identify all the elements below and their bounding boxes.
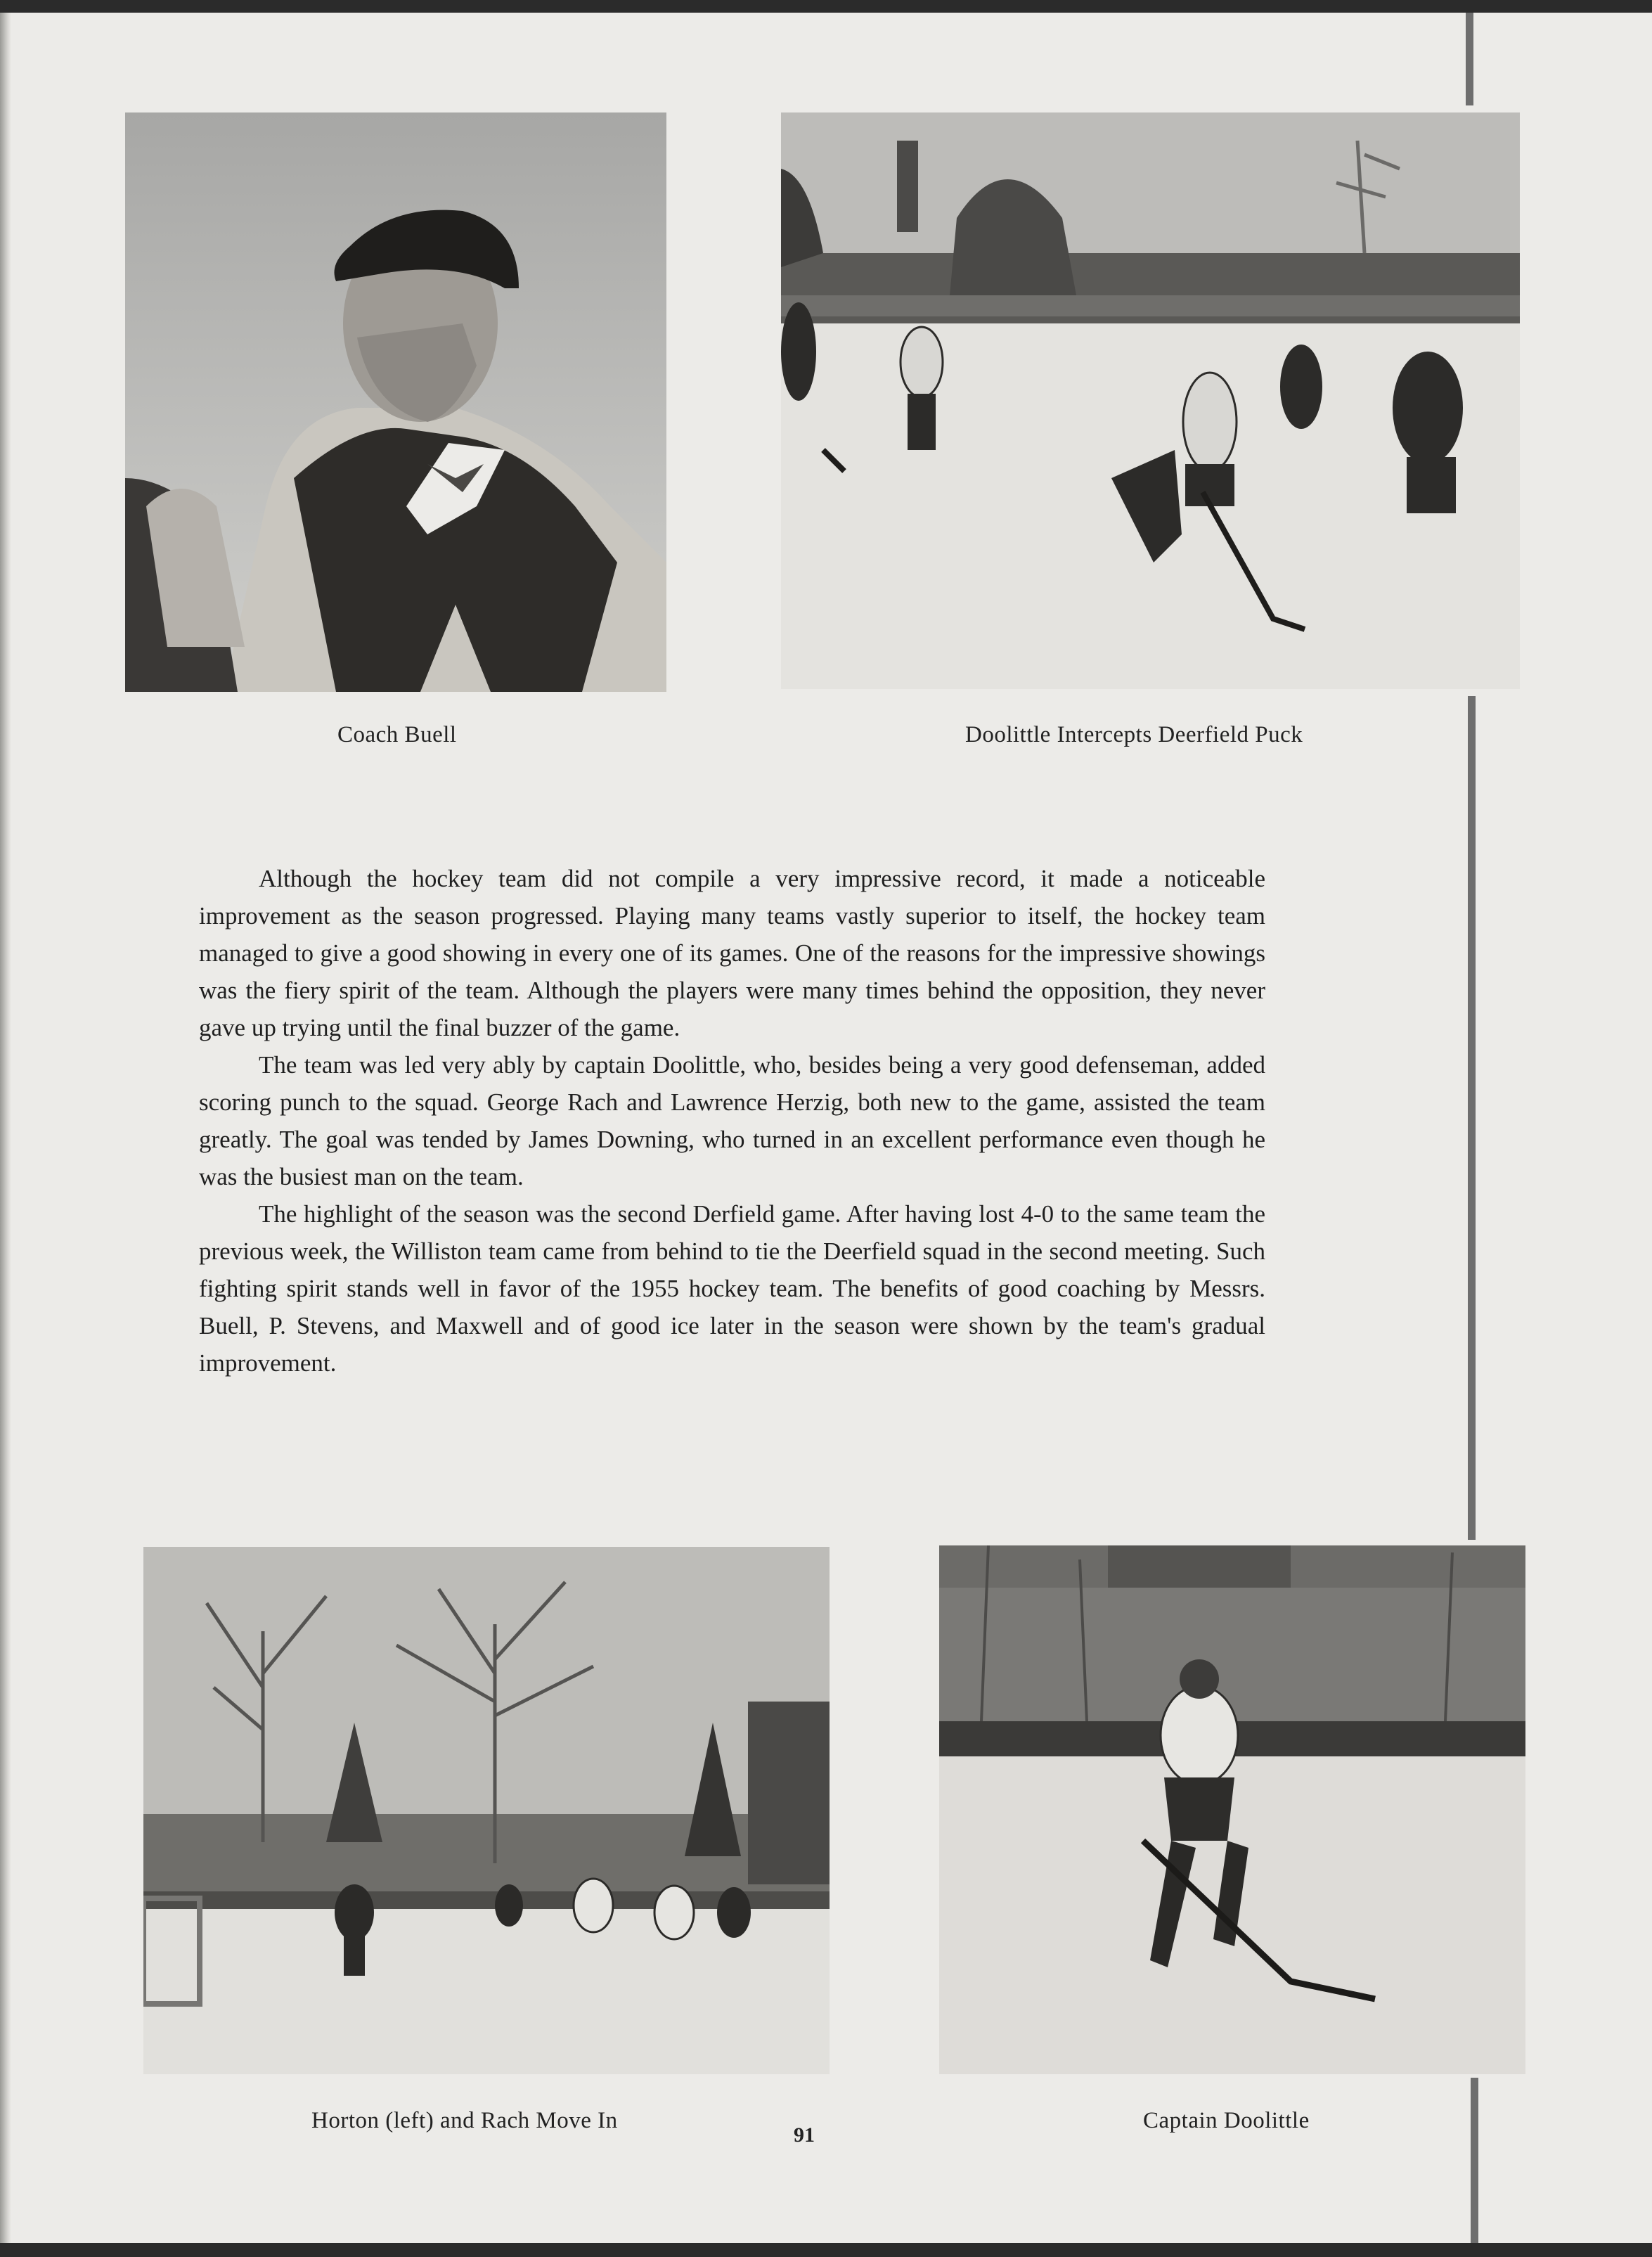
caption-captain-doolittle: Captain Doolittle xyxy=(1143,2108,1310,2133)
page-spine-shadow xyxy=(0,13,11,2243)
page-number: 91 xyxy=(794,2123,815,2147)
article-paragraph: The team was led very ably by captain Doolittle, who, besides being a very good defenseman, added scoring punch to the squad. George Rach and Lawrence Herzig, both new to the game, assisted the team greatly. The goal was tended by James Downing, who turned in an excellent performance even though he was the busiest man on the team. xyxy=(199,1051,1265,1190)
caption-horton-and-rach: Horton (left) and Rach Move In xyxy=(311,2108,618,2133)
photo-captain-doolittle xyxy=(939,1545,1525,2074)
caption-coach-buell: Coach Buell xyxy=(337,722,457,747)
article-body xyxy=(199,860,1265,1382)
margin-bar-middle xyxy=(1468,696,1476,1540)
margin-bar-bottom xyxy=(1471,2078,1478,2243)
scan-top-edge xyxy=(0,0,1652,13)
scan-bottom-edge xyxy=(0,2243,1652,2257)
photo-horton-and-rach xyxy=(143,1547,830,2074)
caption-doolittle-intercepts: Doolittle Intercepts Deerfield Puck xyxy=(965,722,1303,747)
photo-doolittle-intercepts xyxy=(781,112,1520,689)
article-paragraph: Although the hockey team did not compile a very impressive record, it made a noticeable improvement as the season progressed. Playing many teams vastly superior to itself, the hockey team managed to give a good showing in every one of its games. One of the reasons for the impressive showings was the fiery spirit of the team. Although the players were many times behind the opposition, they never gave up trying until the final buzzer of the game. xyxy=(199,865,1265,1041)
article-paragraph: The highlight of the season was the second Derfield game. After having lost 4-0 to the same team the previous week, the Williston team came from behind to tie the Deerfield squad in the second meeting. Such fighting spirit stands well in favor of the 1955 hockey team. The benefits of good coaching by Messrs. Buell, P. Stevens, and Maxwell and of good ice later in the season were shown by the team's gradual improvement. xyxy=(199,1200,1265,1377)
photo-coach-buell xyxy=(125,112,666,692)
margin-bar-top xyxy=(1466,13,1473,105)
